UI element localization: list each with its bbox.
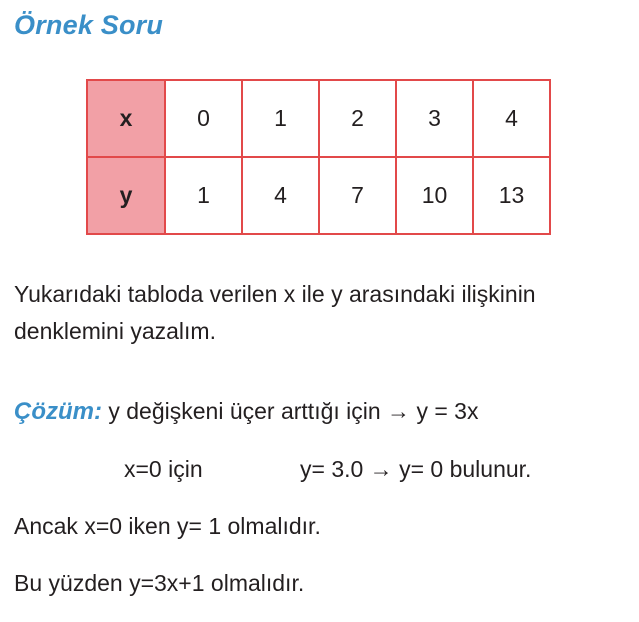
x-value-cell: 0 bbox=[165, 80, 242, 157]
question-line-1: Yukarıdaki tabloda verilen x ile y arasındaki ilişkinin bbox=[14, 281, 536, 307]
question-line-2: denklemini yazalım. bbox=[14, 318, 216, 344]
y-value-cell: 1 bbox=[165, 157, 242, 234]
y-value-cell: 10 bbox=[396, 157, 473, 234]
solution-step-2-left: x=0 için bbox=[124, 456, 203, 482]
question-text bbox=[14, 276, 634, 350]
x-header-cell: x bbox=[87, 80, 165, 157]
table-row-y bbox=[87, 157, 550, 234]
y-value-cell: 13 bbox=[473, 157, 550, 234]
solution-step-4: Bu yüzden y=3x+1 olmalıdır. bbox=[14, 570, 305, 596]
solution-line-1 bbox=[14, 398, 478, 426]
solution-step-2-right: y= 3.0 → y= 0 bulunur. bbox=[300, 456, 532, 482]
example-title: Örnek Soru bbox=[14, 10, 164, 40]
y-header-cell: y bbox=[87, 157, 165, 234]
x-value-cell: 2 bbox=[319, 80, 396, 157]
solution-step-3: Ancak x=0 iken y= 1 olmalıdır. bbox=[14, 513, 321, 539]
y-value-cell: 7 bbox=[319, 157, 396, 234]
x-value-cell: 1 bbox=[242, 80, 319, 157]
xy-table bbox=[86, 79, 551, 235]
solution-label: Çözüm: bbox=[14, 398, 102, 425]
table-row-x bbox=[87, 80, 550, 157]
x-value-cell: 4 bbox=[473, 80, 550, 157]
y-value-cell: 4 bbox=[242, 157, 319, 234]
solution-step-1: y değişkeni üçer arttığı için → y = 3x bbox=[108, 398, 479, 424]
x-value-cell: 3 bbox=[396, 80, 473, 157]
